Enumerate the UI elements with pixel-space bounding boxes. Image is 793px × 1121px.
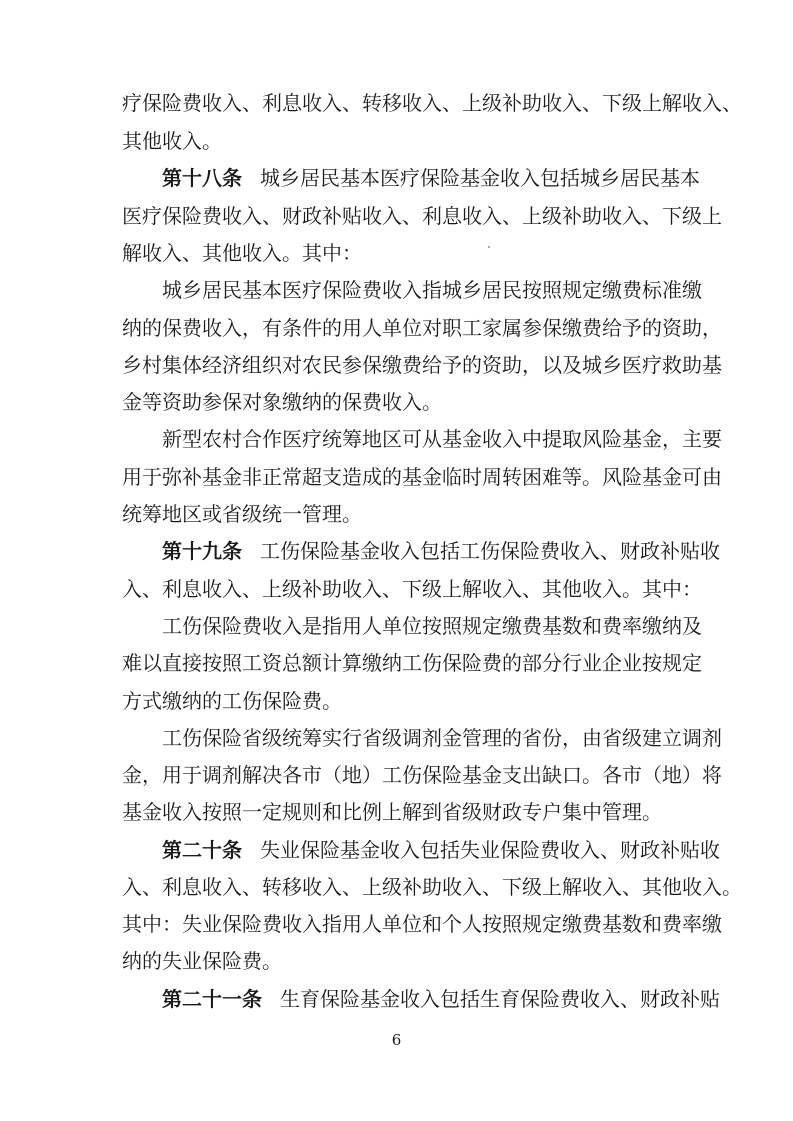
line-text: 工伤保险省级统筹实行省级调剂金管理的省份，由省级建立调剂 [162,726,722,750]
text-line [0,872,793,902]
page-number: 6 [391,1031,402,1049]
text-line [0,462,793,492]
line-wrap [162,835,720,865]
article-number: 第十八条 [162,166,242,190]
article-heading-line [0,984,793,1014]
line-text: 城乡居民基本医疗保险基金收入包括城乡居民基本 [260,166,700,190]
line-text: 金，用于调剂解决各市（地）工伤保险基金支出缺口。各市（地）将 [122,763,722,787]
line-text: 工伤保险基金收入包括工伤保险费收入、财政补贴收 [260,539,720,563]
line-text: 乡村集体经济组织对农民参保缴费给予的资助，以及城乡医疗救助基 [122,353,722,377]
line-text: 纳的保费收入，有条件的用人单位对职工家属参保缴费给予的资助， [122,316,722,340]
line-wrap [162,163,700,193]
text-line [0,126,793,156]
article-number: 第二十一条 [162,987,262,1011]
text-line [0,760,793,790]
line-text: 金等资助参保对象缴纳的保费收入。 [122,390,442,414]
text-line [0,946,793,976]
line-text: 统筹地区或省级统一管理。 [122,502,362,526]
line-text: 城乡居民基本医疗保险费收入指城乡居民按照规定缴费标准缴 [162,278,702,302]
text-line [0,313,793,343]
line-text: 难以直接按照工资总额计算缴纳工伤保险费的部分行业企业按规定 [122,651,702,675]
line-text: 疗保险费收入、利息收入、转移收入、上级补助收入、下级上解收入、 [122,91,742,115]
text-line [0,797,793,827]
article-heading-line [0,835,793,865]
line-text: 其中：失业保险费收入指用人单位和个人按照规定缴费基数和费率缴 [122,912,722,936]
line-text: 方式缴纳的工伤保险费。 [122,689,342,713]
text-line [0,723,793,753]
text-line [0,909,793,939]
scan-speck [488,246,490,248]
line-text: 失业保险基金收入包括失业保险费收入、财政补贴收 [260,838,720,862]
line-text: 解收入、其他收入。其中： [122,241,362,265]
line-text: 用于弥补基金非正常超支造成的基金临时周转困难等。风险基金可由 [122,465,722,489]
text-line [0,387,793,417]
text-line [0,424,793,454]
line-text: 新型农村合作医疗统筹地区可从基金收入中提取风险基金，主要 [162,427,722,451]
line-text: 基金收入按照一定规则和比例上解到省级财政专户集中管理。 [122,800,662,824]
line-text: 入、利息收入、转移收入、上级补助收入、下级上解收入、其他收入。 [122,875,742,899]
line-text: 其他收入。 [122,129,222,153]
article-heading-line [0,536,793,566]
text-line [0,88,793,118]
text-line [0,574,793,604]
line-text: 生育保险基金收入包括生育保险费收入、财政补贴 [280,987,720,1011]
line-text: 纳的失业保险费。 [122,949,282,973]
text-line [0,611,793,641]
text-line [0,350,793,380]
article-number: 第十九条 [162,539,242,563]
article-number: 第二十条 [162,838,242,862]
text-line [0,275,793,305]
text-line [0,238,793,268]
line-text: 医疗保险费收入、财政补贴收入、利息收入、上级补助收入、下级上 [122,204,722,228]
line-wrap [162,984,720,1014]
article-heading-line [0,163,793,193]
text-line [0,648,793,678]
line-text: 工伤保险费收入是指用人单位按照规定缴费基数和费率缴纳及 [162,614,702,638]
text-line [0,499,793,529]
line-text: 入、利息收入、上级补助收入、下级上解收入、其他收入。其中： [122,577,702,601]
text-line [0,686,793,716]
line-wrap [162,536,720,566]
text-line [0,201,793,231]
